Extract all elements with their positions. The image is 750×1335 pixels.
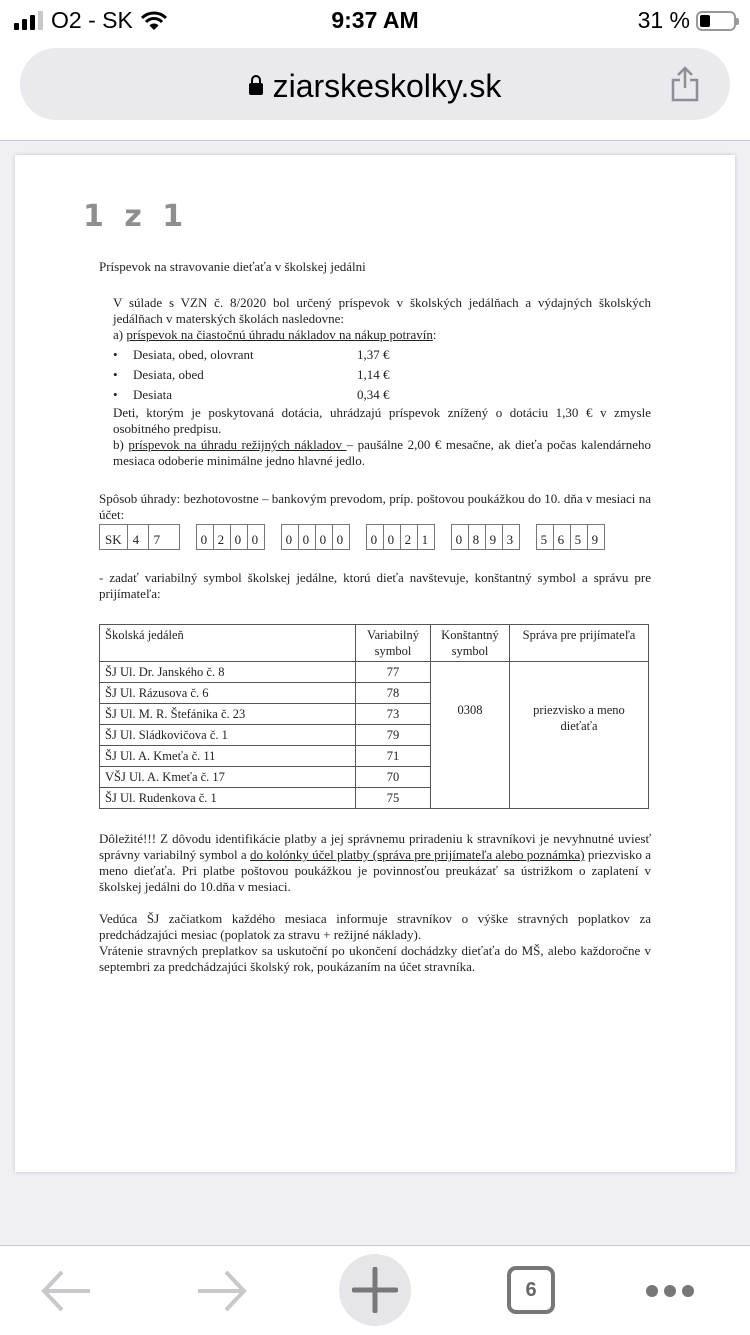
price-item: • Desiata, obed, olovrant 1,37 € (113, 345, 651, 365)
tab-count: 6 (525, 1278, 537, 1301)
canteen-name: ŠJ Ul. Sládkovičova č. 1 (100, 725, 356, 746)
canteen-name: ŠJ Ul. Dr. Janského č. 8 (100, 662, 356, 683)
battery-percent: 31 % (637, 7, 690, 33)
url-text: ziarskeskolky.sk (272, 68, 502, 104)
back-button[interactable] (36, 1256, 96, 1326)
section-a-label: príspevok na čiastočnú úhradu nákladov na nákup potravín (126, 327, 433, 342)
share-icon[interactable] (670, 66, 700, 102)
more-dot (664, 1285, 676, 1297)
lock-icon (249, 83, 263, 95)
forward-arrow-icon (196, 1269, 248, 1313)
variable-symbol: 75 (356, 788, 431, 809)
browser-bottom-toolbar (0, 1245, 750, 1335)
recipient-message: priezvisko a meno dieťaťa (510, 662, 649, 809)
header-message: Správa pre prijímateľa (510, 625, 649, 662)
table-row (100, 662, 649, 683)
header-canteen: Školská jedáleň (100, 625, 356, 662)
variable-symbol: 71 (356, 746, 431, 767)
variable-symbol: 79 (356, 725, 431, 746)
price-value: 0,34 € (357, 387, 390, 402)
variable-symbol: 78 (356, 683, 431, 704)
price-value: 1,14 € (357, 367, 390, 382)
table-header-row (100, 625, 649, 662)
variable-symbol: 70 (356, 767, 431, 788)
canteen-name: ŠJ Ul. M. R. Štefánika č. 23 (100, 704, 356, 725)
clock: 9:37 AM (331, 7, 419, 33)
canteen-name: ŠJ Ul. A. Kmeťa č. 11 (100, 746, 356, 767)
iban-group: 0 0 2 1 (366, 524, 435, 550)
constant-symbol: 0308 (431, 662, 510, 809)
more-dot (646, 1285, 658, 1297)
payment-method: Spôsob úhrady: bezhotovostne – bankovým prevodom, príp. poštovou poukážkou do 10. dňa v mesiaci na účet: (99, 491, 651, 522)
more-menu-button[interactable] (640, 1256, 700, 1326)
iban-group: 0 2 0 0 (196, 524, 265, 550)
canteen-name: ŠJ Ul. Rudenkova č. 1 (100, 788, 356, 809)
iban-group: 0 0 0 0 (281, 524, 350, 550)
url-display[interactable] (20, 68, 730, 105)
price-value: 1,37 € (357, 347, 390, 362)
payment-purpose-note: do kolónky účel platby (správa pre prijímateľa alebo poznámka) (249, 847, 585, 862)
subsidy-note: Deti, ktorým je poskytovaná dotácia, uhrádzajú príspevok znížený o dotáciu 1,30 € v zmysle osobitného predpisu. (113, 405, 651, 436)
variable-symbol: 73 (356, 704, 431, 725)
canteen-name: VŠJ Ul. A. Kmeťa č. 17 (100, 767, 356, 788)
browser-top-bar (0, 40, 750, 141)
variable-symbol-table (99, 624, 649, 809)
battery-icon (696, 11, 736, 31)
status-right (638, 7, 736, 34)
header-constant-symbol: Konštantný symbol (431, 625, 510, 662)
plus-icon (352, 1267, 398, 1313)
tabs-button[interactable] (507, 1266, 555, 1314)
more-dot (682, 1285, 694, 1297)
page-counter: 1 z 1 (83, 199, 189, 234)
variable-symbol: 77 (356, 662, 431, 683)
monthly-info: Vedúca ŠJ začiatkom každého mesiaca informuje stravníkov o výške stravných poplatkov za predchádzajúci mesiac (poplatok za stravu + režijné náklady). (99, 911, 651, 942)
section-b-label: príspevok na úhradu režijných nákladov (128, 437, 347, 452)
header-variable-symbol: Variabilný symbol (356, 625, 431, 662)
document-body (99, 259, 651, 975)
important-note: Dôležité!!! Z dôvodu identifikácie platby a jej správnemu priradeniu k stravníkovi je nevyhnutné uviesť správny variabilný symbol a do kolónky účel platby (správa pre prijímateľa alebo poznámka) priezvisko a meno dieťaťa. Pri platbe poštovou poukážkou je povinnosťou preukázať sa ústrižkom o zaplatení v školskej jedálni do 10.dňa v mesiaci. (99, 831, 652, 894)
pdf-page (15, 155, 735, 1172)
forward-button[interactable] (192, 1256, 252, 1326)
section-b-paragraph: b) príspevok na úhradu režijných nákladov – paušálne 2,00 € mesačne, ak dieťa počas kalendárneho mesiaca odoberie minimálne jedno hlavné jedlo. (113, 437, 651, 468)
new-tab-button[interactable] (339, 1254, 411, 1326)
carrier-name: O2 - SK (51, 7, 133, 33)
bank-account-iban (99, 524, 651, 550)
refund-info: Vrátenie stravných preplatkov sa uskutoční po ukončení dochádzky dieťaťa do MŠ, alebo každoročne v septembri za predchádzajúci školský rok, poukázaním na účet stravníka. (99, 943, 651, 974)
document-title: Príspevok na stravovanie dieťaťa v školskej jedálni (99, 259, 366, 274)
price-item: • Desiata, obed 1,14 € (113, 365, 651, 385)
section-a-heading: a) príspevok na čiastočnú úhradu nákladov na nákup potravín: (113, 327, 437, 342)
iban-group: SK 4 7 (99, 524, 180, 550)
canteen-name: ŠJ Ul. Rázusova č. 6 (100, 683, 356, 704)
price-item: • Desiata 0,34 € (113, 385, 651, 405)
back-arrow-icon (40, 1269, 92, 1313)
address-bar[interactable] (20, 48, 730, 120)
status-bar (0, 0, 750, 40)
price-list (113, 345, 651, 405)
iban-group: 0 8 9 3 (451, 524, 520, 550)
battery-level (700, 15, 710, 27)
iban-group: 5 6 5 9 (536, 524, 605, 550)
intro-paragraph: V súlade s VZN č. 8/2020 bol určený príspevok v školských jedálňach a výdajných školských jedálňach v materských školách nasledovne: (113, 295, 651, 326)
variable-symbol-instruction: - zadať variabilný symbol školskej jedálne, ktorú dieťa navštevuje, konštantný symbol a správu pre prijímateľa: (99, 570, 651, 601)
